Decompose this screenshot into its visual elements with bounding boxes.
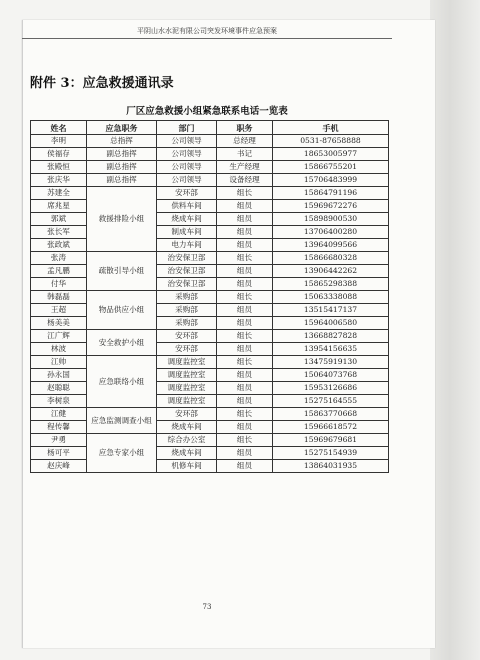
- page-number: 73: [202, 603, 212, 611]
- binder-edge: [430, 0, 480, 660]
- cell-role: 副总指挥: [87, 161, 157, 174]
- cell-position: 组员: [217, 447, 273, 460]
- cell-phone: 0531-87658888: [273, 135, 389, 148]
- cell-position: 组员: [217, 369, 273, 382]
- cell-position: 组长: [217, 408, 273, 421]
- cell-position: 设备经理: [217, 174, 273, 187]
- table-row: [31, 317, 389, 330]
- cell-name: 付华: [31, 278, 87, 291]
- cell-name: 张涛: [31, 252, 87, 265]
- cell-phone: 15864791196: [273, 187, 389, 200]
- cell-phone: 13864031935: [273, 460, 389, 473]
- table-row: [31, 330, 389, 343]
- cell-department: 调度监控室: [157, 356, 217, 369]
- table-row: [31, 304, 389, 317]
- table-row: [31, 343, 389, 356]
- cell-position: 书记: [217, 148, 273, 161]
- cell-name: 侯福存: [31, 148, 87, 161]
- cell-position: 组员: [217, 395, 273, 408]
- cell-name: 尹勇: [31, 434, 87, 447]
- cell-position: 组员: [217, 343, 273, 356]
- table-row: [31, 213, 389, 226]
- cell-position: 组长: [217, 291, 273, 304]
- cell-department: 综合办公室: [157, 434, 217, 447]
- table-row: [31, 291, 389, 304]
- cell-department: 烧成车间: [157, 421, 217, 434]
- cell-position: 组员: [217, 200, 273, 213]
- cell-position: 总经理: [217, 135, 273, 148]
- cell-phone: 15866680328: [273, 252, 389, 265]
- cell-phone: 13706400280: [273, 226, 389, 239]
- column-header-position: 职务: [217, 121, 273, 135]
- cell-name: 赵聪聪: [31, 382, 87, 395]
- table-header-row: [31, 121, 389, 135]
- cell-department: 治安保卫部: [157, 252, 217, 265]
- group-cell-expert: 应急专家小组: [87, 434, 157, 473]
- cell-phone: 15063338088: [273, 291, 389, 304]
- cell-department: 安环部: [157, 187, 217, 200]
- cell-phone: 13668827828: [273, 330, 389, 343]
- cell-position: 组长: [217, 252, 273, 265]
- cell-department: 采购部: [157, 291, 217, 304]
- cell-name: 李树泉: [31, 395, 87, 408]
- cell-position: 组长: [217, 330, 273, 343]
- cell-name: 苏建全: [31, 187, 87, 200]
- cell-department: 电力车间: [157, 239, 217, 252]
- cell-name: 孟凡鹏: [31, 265, 87, 278]
- cell-phone: 15898900530: [273, 213, 389, 226]
- cell-name: 张政斌: [31, 239, 87, 252]
- cell-position: 组员: [217, 304, 273, 317]
- cell-phone: 13954156635: [273, 343, 389, 356]
- cell-phone: 15966618572: [273, 421, 389, 434]
- cell-role: 副总指挥: [87, 174, 157, 187]
- cell-phone: 15866755201: [273, 161, 389, 174]
- cell-role: 总指挥: [87, 135, 157, 148]
- cell-position: 组员: [217, 460, 273, 473]
- table-row: [31, 395, 389, 408]
- cell-phone: 15969672276: [273, 200, 389, 213]
- cell-name: 杨美美: [31, 317, 87, 330]
- cell-position: 组长: [217, 356, 273, 369]
- cell-phone: 13906442262: [273, 265, 389, 278]
- table-row: [31, 265, 389, 278]
- cell-phone: 15863770668: [273, 408, 389, 421]
- column-header-role: 应急职务: [87, 121, 157, 135]
- cell-position: 组员: [217, 317, 273, 330]
- cell-department: 安环部: [157, 330, 217, 343]
- cell-department: 安环部: [157, 343, 217, 356]
- cell-department: 公司领导: [157, 148, 217, 161]
- cell-name: 张庆华: [31, 174, 87, 187]
- cell-phone: 13515417137: [273, 304, 389, 317]
- cell-name: 杨可平: [31, 447, 87, 460]
- column-header-phone: 手机: [273, 121, 389, 135]
- table-row: [31, 161, 389, 174]
- column-header-department: 部门: [157, 121, 217, 135]
- cell-department: 调度监控室: [157, 382, 217, 395]
- group-cell-evacuation: 疏散引导小组: [87, 252, 157, 291]
- cell-department: 烧成车间: [157, 213, 217, 226]
- cell-position: 组长: [217, 187, 273, 200]
- cell-department: 机修车间: [157, 460, 217, 473]
- cell-name: 韩磊磊: [31, 291, 87, 304]
- cell-department: 采购部: [157, 304, 217, 317]
- table-row: [31, 460, 389, 473]
- group-cell-supply: 物品供应小组: [87, 291, 157, 330]
- cell-position: 组长: [217, 434, 273, 447]
- cell-phone: 13475919130: [273, 356, 389, 369]
- cell-phone: 15064073768: [273, 369, 389, 382]
- cell-position: 组员: [217, 278, 273, 291]
- table-row: [31, 434, 389, 447]
- cell-name: 孙永国: [31, 369, 87, 382]
- cell-name: 江广辉: [31, 330, 87, 343]
- cell-phone: 13964099566: [273, 239, 389, 252]
- cell-department: 治安保卫部: [157, 265, 217, 278]
- table-row: [31, 369, 389, 382]
- cell-name: 王超: [31, 304, 87, 317]
- cell-department: 治安保卫部: [157, 278, 217, 291]
- cell-name: 江帅: [31, 356, 87, 369]
- table-row: [31, 421, 389, 434]
- cell-phone: 15865298388: [273, 278, 389, 291]
- appendix-title: 附件 3：应急救援通讯录: [30, 76, 174, 91]
- cell-position: 组员: [217, 421, 273, 434]
- cell-phone: 15969679681: [273, 434, 389, 447]
- cell-phone: 15706483999: [273, 174, 389, 187]
- cell-phone: 18653005977: [273, 148, 389, 161]
- table-row: [31, 135, 389, 148]
- cell-name: 席兆星: [31, 200, 87, 213]
- column-header-name: 姓名: [31, 121, 87, 135]
- cell-department: 调度监控室: [157, 369, 217, 382]
- cell-department: 公司领导: [157, 135, 217, 148]
- cell-position: 生产经理: [217, 161, 273, 174]
- cell-department: 制成车间: [157, 226, 217, 239]
- cell-role: 副总指挥: [87, 148, 157, 161]
- cell-name: 张长军: [31, 226, 87, 239]
- cell-phone: 15964006580: [273, 317, 389, 330]
- cell-name: 张殿恒: [31, 161, 87, 174]
- cell-position: 组员: [217, 265, 273, 278]
- group-cell-safety: 安全救护小组: [87, 330, 157, 356]
- cell-name: 程传馨: [31, 421, 87, 434]
- cell-phone: 15953126686: [273, 382, 389, 395]
- group-cell-monitoring: 应急监测调查小组: [87, 408, 157, 434]
- cell-department: 公司领导: [157, 174, 217, 187]
- group-cell-rescue: 救援排险小组: [87, 187, 157, 252]
- table-row: [31, 187, 389, 200]
- cell-department: 调度监控室: [157, 395, 217, 408]
- table-row: [31, 174, 389, 187]
- cell-department: 供料车间: [157, 200, 217, 213]
- table-row: [31, 200, 389, 213]
- table-row: [31, 148, 389, 161]
- table-row: [31, 447, 389, 460]
- cell-name: 林波: [31, 343, 87, 356]
- page-header: 平阴山水水泥有限公司突发环境事件应急预案: [22, 26, 392, 39]
- cell-department: 公司领导: [157, 161, 217, 174]
- cell-position: 组员: [217, 213, 273, 226]
- table-row: [31, 239, 389, 252]
- table-row: [31, 252, 389, 265]
- cell-name: 郭斌: [31, 213, 87, 226]
- table-row: [31, 356, 389, 369]
- table-row: [31, 278, 389, 291]
- cell-phone: 15275154939: [273, 447, 389, 460]
- table-row: [31, 408, 389, 421]
- table-title: 厂区应急救援小组紧急联系电话一览表: [126, 106, 288, 117]
- cell-department: 烧成车间: [157, 447, 217, 460]
- cell-name: 李明: [31, 135, 87, 148]
- cell-department: 采购部: [157, 317, 217, 330]
- cell-name: 江健: [31, 408, 87, 421]
- contact-table: [30, 120, 389, 473]
- cell-position: 组员: [217, 226, 273, 239]
- cell-department: 安环部: [157, 408, 217, 421]
- cell-name: 赵庆峰: [31, 460, 87, 473]
- group-cell-liaison: 应急联络小组: [87, 356, 157, 408]
- cell-position: 组员: [217, 382, 273, 395]
- table-row: [31, 382, 389, 395]
- cell-phone: 15275164555: [273, 395, 389, 408]
- cell-position: 组员: [217, 239, 273, 252]
- table-row: [31, 226, 389, 239]
